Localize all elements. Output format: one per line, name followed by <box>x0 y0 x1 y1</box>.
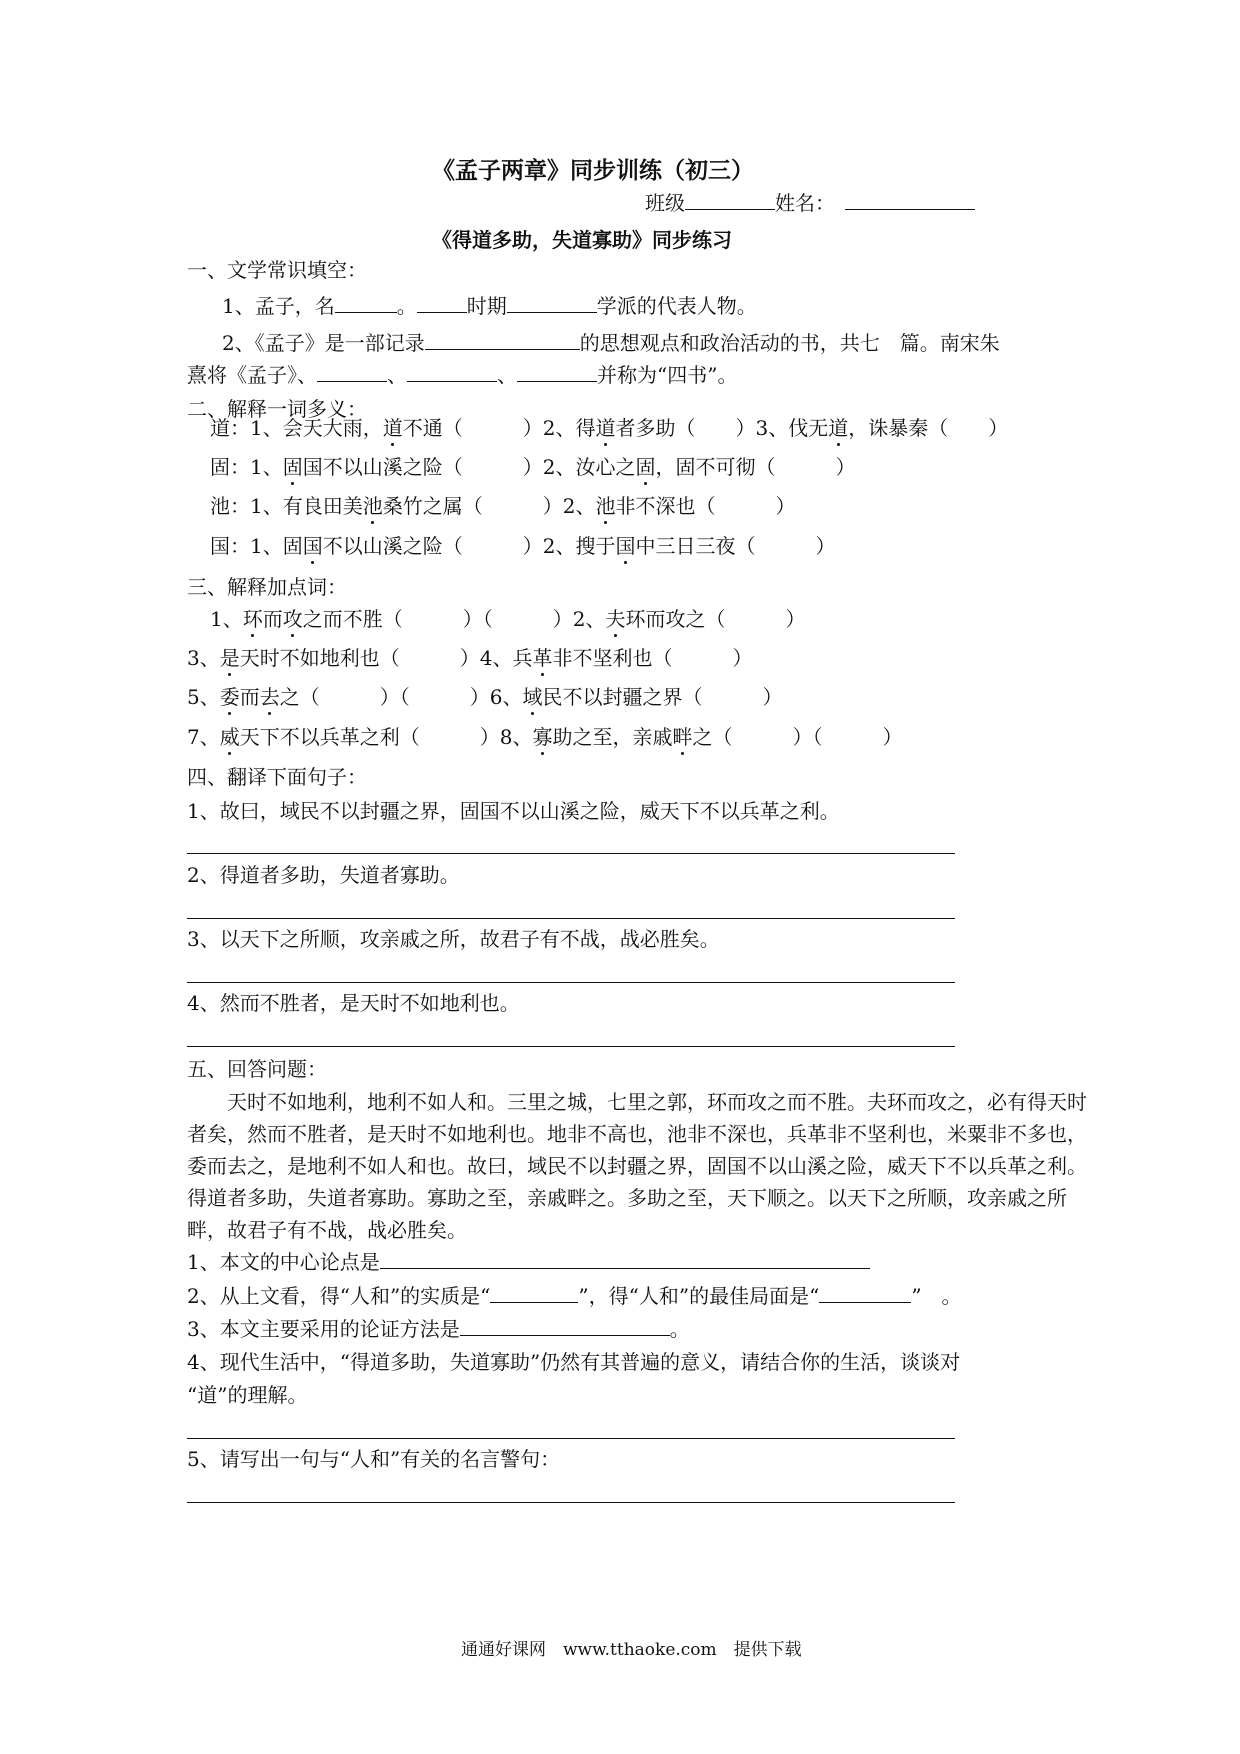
section-4-heading: 四、翻译下面句子： <box>187 765 367 789</box>
s2-dao-3-dotted: 道 <box>828 416 849 440</box>
s2-guo-2b: 中三日三夜（ ） <box>635 534 836 558</box>
s3-l4-a: 7、 <box>187 725 220 749</box>
s1-q1-text-b: 。 <box>396 294 417 318</box>
s2-chi-1a: 1、有良田美 <box>250 494 363 518</box>
s1-q1-blank-3[interactable] <box>507 292 597 313</box>
class-name-row <box>645 189 975 216</box>
s1-q2-blank-3[interactable] <box>407 361 497 382</box>
s3-line-4 <box>187 724 902 750</box>
class-label: 班级 <box>645 191 685 215</box>
s2-dao-2b: 者多助（ ） <box>615 416 756 440</box>
s5-q5-answer-line[interactable] <box>187 1502 955 1503</box>
s3-l2-dotted-2: 革 <box>532 646 553 670</box>
s3-l3-c: 之（ ）（ ） <box>279 685 490 709</box>
s3-l2-b: 天时不如地利也（ ） <box>239 646 480 670</box>
s1-q1-text-c: 时期 <box>466 294 507 318</box>
s2-chi-1b: 桑竹之属（ ） <box>382 494 563 518</box>
section-3-heading: 三、解释加点词： <box>187 575 347 599</box>
s2-chi-key: 池： <box>210 494 250 518</box>
name-field[interactable] <box>845 189 975 210</box>
s3-l1-dotted-1: 环 <box>242 607 263 631</box>
s3-l3-b: 而 <box>239 685 260 709</box>
s3-l3-e: 6、 <box>489 685 523 709</box>
s5-q2-blank-2[interactable] <box>819 1282 911 1303</box>
s5-q4-answer-line[interactable] <box>187 1438 955 1439</box>
s3-l4-f: 之（ ）（ ） <box>692 725 903 749</box>
s1-q2-text-e: 、 <box>497 363 517 387</box>
s2-guo-2a: 2、搜于 <box>542 534 616 558</box>
s2-guo-1-dotted: 国 <box>302 534 323 558</box>
s2-guo-2-dotted: 国 <box>615 534 636 558</box>
s1-question-1 <box>222 292 757 319</box>
s4-item-3: 3、以天下之所顺，攻亲戚之所，故君子有不战，战必胜矣。 <box>187 927 720 951</box>
s2-dao-1b: 不通（ ） <box>402 416 543 440</box>
s5-q3 <box>187 1315 690 1342</box>
s1-q1-text-d: 学派的代表人物。 <box>596 294 757 318</box>
s2-chi-1-dotted: 池 <box>362 494 383 518</box>
s5-q4-line-1: 4、现代生活中，“得道多助，失道寡助”仍然有其普遍的意义，请结合你的生活，谈谈对 <box>187 1350 961 1374</box>
s5-q5: 5、请写出一句与“人和”有关的名言警句： <box>187 1447 561 1471</box>
s2-dao-key: 道： <box>210 416 250 440</box>
s2-guo-1b: 不以山溪之险（ ） <box>322 534 543 558</box>
section-1-heading: 一、文学常识填空： <box>187 258 367 282</box>
s3-l4-e: 助之至，亲戚 <box>552 725 673 749</box>
s5-passage: 天时不如地利，地利不如人和。三里之城，七里之郭，环而攻之而不胜。夫环而攻之，必有得天时者矣，然而不胜者，是天时不如地利也。地非不高也，池非不深也，兵革非不坚利也，米粟非不多也，委而去之，是地利不如人和也。故曰，域民不以封疆之界，固国不以山溪之险，威天下不以兵革之利。得道者多助，失道者寡助。寡助之至，亲戚畔之。多助之至，天下顺之。以天下之所顺，攻亲戚之所畔，故君子有不战，战必胜矣。 <box>187 1090 1087 1242</box>
class-field[interactable] <box>685 189 775 210</box>
s4-item-2: 2、得道者多助，失道者寡助。 <box>187 863 460 887</box>
s3-l3-f: 民不以封疆之界（ ） <box>542 685 783 709</box>
s5-q2 <box>187 1282 962 1309</box>
s2-gu-row <box>210 454 855 480</box>
s2-chi-row <box>210 493 795 519</box>
s4-answer-line-2[interactable] <box>187 918 955 919</box>
s3-l1-e: 2、 <box>572 607 606 631</box>
s5-q2-blank-1[interactable] <box>490 1282 578 1303</box>
s1-question-2-line-1 <box>222 329 1000 356</box>
s3-l1-dotted-2: 攻 <box>282 607 303 631</box>
s3-l4-c: 8、 <box>499 725 533 749</box>
section-2-heading: 二、解释一词多义： <box>187 397 367 421</box>
footer-credit: 通通好课网 www.tthaoke.com 提供下载 <box>461 1640 802 1660</box>
s1-q2-blank-2[interactable] <box>317 361 387 382</box>
s2-dao-2-dotted: 道 <box>595 416 616 440</box>
s4-item-1: 1、故曰，域民不以封疆之界，固国不以山溪之险，威天下不以兵革之利。 <box>187 799 840 823</box>
name-label: 姓名： <box>775 191 835 215</box>
s1-q2-text-c: 熹将《孟子》、 <box>187 363 317 387</box>
s5-q3-blank[interactable] <box>460 1315 670 1336</box>
s5-q1-text: 1、本文的中心论点是 <box>187 1250 380 1274</box>
s3-l3-dotted-2: 去 <box>259 685 280 709</box>
s1-q1-blank-2[interactable] <box>417 292 467 313</box>
s3-l4-dotted-2: 寡 <box>532 725 553 749</box>
s1-q2-text-f: 并称为“四书”。 <box>597 363 738 387</box>
s1-q1-blank-1[interactable] <box>335 292 397 313</box>
s3-l2-e: 非不坚利也（ ） <box>552 646 753 670</box>
s1-question-2-line-2 <box>187 361 737 388</box>
s3-l1-f: 环而攻之（ ） <box>625 607 806 631</box>
section-5-heading: 五、回答问题： <box>187 1057 327 1081</box>
s5-q2-text-b: ”，得“人和”的最佳局面是“ <box>578 1284 820 1308</box>
s5-q3-text-a: 3、本文主要采用的论证方法是 <box>187 1317 460 1341</box>
s3-l4-dotted-3: 畔 <box>672 725 693 749</box>
s3-line-1 <box>210 606 805 632</box>
s1-q2-text-d: 、 <box>387 363 407 387</box>
s2-dao-row <box>210 415 1008 441</box>
subtitle: 《得道多助，失道寡助》同步练习 <box>432 228 732 252</box>
s2-gu-1-dotted: 固 <box>282 455 303 479</box>
s3-l1-a: 1、 <box>210 607 243 631</box>
s1-q2-text-a: 2、《孟子》是一部记录 <box>222 331 425 355</box>
s4-answer-line-1[interactable] <box>187 853 955 854</box>
s2-gu-1a: 1、 <box>250 455 283 479</box>
s3-l2-dotted-1: 是 <box>219 646 240 670</box>
s5-q2-text-c: ” 。 <box>911 1284 962 1308</box>
s2-guo-key: 国： <box>210 534 250 558</box>
s2-gu-key: 固： <box>210 455 250 479</box>
s2-chi-2b: 非不深也（ ） <box>615 494 796 518</box>
s5-q2-text-a: 2、从上文看，得“人和”的实质是“ <box>187 1284 491 1308</box>
s1-q2-blank-1[interactable] <box>425 329 580 350</box>
s2-dao-1a: 1、会天大雨， <box>250 416 383 440</box>
s3-l3-dotted-3: 域 <box>522 685 543 709</box>
s5-q4-line-2: “道”的理解。 <box>187 1383 308 1407</box>
s5-q1 <box>187 1248 870 1275</box>
s5-q1-blank[interactable] <box>380 1248 870 1269</box>
s2-chi-2-dotted: 池 <box>595 494 616 518</box>
s3-l1-b: 而 <box>262 607 283 631</box>
s3-line-2 <box>187 645 752 671</box>
s1-q2-blank-4[interactable] <box>517 361 597 382</box>
s2-guo-1a: 1、固 <box>250 534 303 558</box>
s5-q3-text-b: 。 <box>669 1317 690 1341</box>
s3-l2-c: 4、兵 <box>479 646 533 670</box>
s2-gu-2a: 2、汝心之 <box>542 455 636 479</box>
s2-chi-2a: 2、 <box>562 494 596 518</box>
s2-dao-2a: 2、得 <box>542 416 596 440</box>
page-title: 《孟子两章》同步训练（初三） <box>432 157 754 184</box>
s2-dao-1-dotted: 道 <box>382 416 403 440</box>
s4-answer-line-4[interactable] <box>187 1046 955 1047</box>
s2-gu-2b: ，固不可彻（ ） <box>655 455 856 479</box>
s3-l4-dotted-1: 威 <box>219 725 240 749</box>
s4-answer-line-3[interactable] <box>187 982 955 983</box>
s2-guo-row <box>210 533 835 559</box>
s3-line-3 <box>187 684 782 710</box>
s3-l1-dotted-3: 夫 <box>605 607 626 631</box>
s1-q2-text-b: 的思想观点和政治活动的书，共七 篇。南宋朱 <box>579 331 1000 355</box>
s3-l2-a: 3、 <box>187 646 220 670</box>
s2-dao-3b: ，诛暴秦（ ） <box>848 416 1009 440</box>
s3-l4-b: 天下不以兵革之利（ ） <box>239 725 500 749</box>
s3-l3-a: 5、 <box>187 685 220 709</box>
s2-gu-1b: 国不以山溪之险（ ） <box>302 455 543 479</box>
s4-item-4: 4、然而不胜者，是天时不如地利也。 <box>187 991 520 1015</box>
s2-dao-3a: 3、伐无 <box>755 416 829 440</box>
s3-l1-c: 之而不胜（ ）（ ） <box>302 607 573 631</box>
s2-gu-2-dotted: 固 <box>635 455 656 479</box>
s3-l3-dotted-1: 委 <box>219 685 240 709</box>
s1-q1-text-a: 1、孟子，名 <box>222 294 335 318</box>
